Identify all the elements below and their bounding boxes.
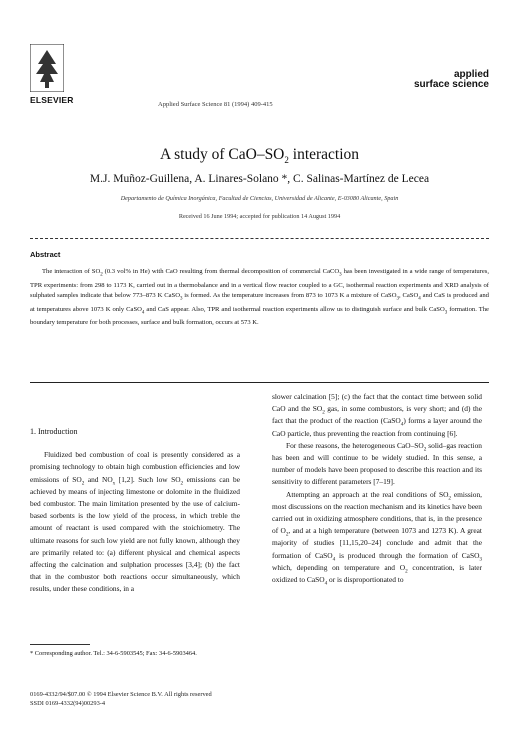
text-run: For these reasons, the heterogeneous CaO–SO bbox=[286, 440, 424, 450]
text-run: Attempting an approach at the real conditions of SO bbox=[286, 489, 449, 499]
abstract-subscript: 3 bbox=[339, 272, 342, 278]
abstract-subscript: 3 bbox=[179, 296, 183, 302]
subscript: 4 bbox=[332, 556, 336, 563]
abstract-subscript: 3 bbox=[444, 309, 448, 315]
intro-paragraph-3 bbox=[272, 489, 482, 587]
ssdi-line: SSDI 0169-4332(94)00293-4 bbox=[30, 700, 106, 707]
elsevier-tree-logo bbox=[30, 44, 64, 92]
abstract-text-part: and CaS is produced and at temperatures above 1073 K only CaSO bbox=[30, 291, 489, 313]
abstract-subscript: 3 bbox=[396, 296, 399, 302]
subscript: 2 bbox=[285, 531, 289, 538]
intro-paragraph-2 bbox=[272, 440, 482, 489]
abstract-text-part: , CaSO bbox=[398, 291, 419, 299]
subscript: 4 bbox=[324, 580, 328, 587]
journal-citation: Applied Surface Science 81 (1994) 409-415 bbox=[158, 101, 273, 108]
abstract-text-part: and CaS appear. Also, TPR and isothermal reaction experiments allow us to distinguish surface and bulk CaSO bbox=[144, 305, 445, 313]
subscript: 2 bbox=[405, 568, 408, 575]
text-run: solid–gas reaction has been and will continue to be widely studied. In this sense, a number of models have been proposed to describe this reaction and its sensitivity to different parameters [7–19]. bbox=[272, 440, 482, 487]
publisher-name: ELSEVIER bbox=[30, 95, 74, 105]
subscript: 4 bbox=[400, 421, 404, 428]
section-heading-introduction: 1. Introduction bbox=[30, 427, 78, 436]
subscript: 3 bbox=[479, 556, 483, 563]
abstract-subscript: 4 bbox=[141, 309, 145, 315]
subscript: x bbox=[112, 480, 116, 487]
abstract-subscript: 4 bbox=[418, 296, 421, 302]
abstract-heading: Abstract bbox=[30, 250, 61, 259]
abstract-text-part: has been investigated in a wide range of temperatures, TPR experiments: from 298 to 1173 K, carried out in a thermobalance and in a vertical flow reactor coupled to a GC, isothermal reaction experiments and XRD analysis of sulphated samples indicate that below 773–873 K CaSO bbox=[30, 268, 490, 299]
text-run: emissions can be achieved by means of injecting limestone or dolomite in the fluidized bed combustor. The main limitation presented by the use of calcium-based sorbents is the low yield of the process, in which treble the amount of reactant is used compared with the stoichiometry. The ultimate reasons for such low yield are not fully known, although they are primarily related to: (a) different physical and chemical aspects affecting the calcination and sulphation processes [3,4]; (b) the fact that in the combustor both reactions occur simultaneously, which results, under these conditions, in a bbox=[30, 474, 240, 594]
subscript: 2 bbox=[81, 480, 85, 487]
subscript: 2 bbox=[180, 480, 184, 487]
brand-line-2: surface science bbox=[413, 79, 489, 90]
issn-line: 0169-4332/94/$07.00 © 1994 Elsevier Science B.V. All rights reserved bbox=[30, 691, 212, 698]
title-main: A study of CaO–SO bbox=[159, 146, 285, 163]
footnote-divider bbox=[30, 644, 90, 645]
abstract-text bbox=[30, 267, 489, 328]
abstract-subscript: 2 bbox=[100, 272, 103, 278]
abstract-text-part: The interaction of SO bbox=[42, 268, 101, 275]
brand-line-1: applied bbox=[453, 69, 489, 80]
subscript: 2 bbox=[423, 446, 427, 453]
received-dates: Received 16 June 1994; accepted for publication 14 August 1994 bbox=[178, 213, 341, 220]
text-run: is produced through the formation of CaSO bbox=[335, 550, 480, 560]
text-run: and NO bbox=[84, 474, 113, 484]
title-subscript: 2 bbox=[284, 155, 289, 166]
abstract-text-part: is formed. As the temperature increases from 873 to 1073 K a mixture of CaSO bbox=[182, 291, 397, 299]
subscript: 2 bbox=[322, 409, 325, 416]
text-run: concentration, is later oxidized to CaSO bbox=[272, 562, 483, 585]
abstract-text-part: (0.3 vol% in He) with CaO resulting from thermal decomposition of commercial CaCO bbox=[102, 268, 340, 275]
abstract-divider bbox=[30, 382, 489, 383]
corresponding-author-footnote: * Corresponding author. Tel.: 34-6-5903545; Fax: 34-6-5903464. bbox=[30, 650, 197, 657]
text-run: [1,2]. Such low SO bbox=[115, 474, 181, 484]
text-run: which, depending on temperature and O bbox=[272, 562, 406, 572]
text-run: ) forms a layer around the CaO particle, thus preventing the reaction from continuing [6]. bbox=[272, 416, 482, 438]
left-column bbox=[30, 426, 240, 596]
text-run: , and at a high temperature (between 1073 and 1273 K). A great majority of studies [11,15,20–24] conclude and admit that the formation of CaSO bbox=[272, 526, 482, 560]
header-divider bbox=[30, 238, 489, 239]
right-column bbox=[272, 391, 482, 586]
article-title bbox=[0, 146, 519, 165]
intro-paragraph-continued bbox=[272, 391, 482, 440]
title-end: interaction bbox=[288, 146, 360, 163]
text-run: emission, most discussions on the reaction mechanism and its kinetics have been carried out in oxidizing atmosphere conditions, that is, in the presence of O bbox=[272, 489, 482, 536]
copyright-block bbox=[30, 690, 212, 708]
affiliation: Departamento de Química Inorgánica, Facultad de Ciencias, Universidad de Alicante, E-03080 Alicante, Spain bbox=[120, 195, 399, 202]
intro-paragraph-1 bbox=[30, 449, 240, 595]
journal-brand bbox=[414, 70, 489, 90]
subscript: 2 bbox=[448, 495, 452, 502]
abstract-text-part: formation. The boundary temperature for both processes, surface and bulk formation, occurs at 573 K. bbox=[30, 305, 489, 327]
text-run: gas, in some combustors, is very short; and (d) the fact that the product of the reaction (CaSO bbox=[272, 404, 482, 426]
text-run: or is disproportionated to bbox=[327, 575, 404, 585]
text-run: slower calcination [5]; (c) the fact that the contact time between solid CaO and the SO bbox=[272, 392, 482, 414]
text-run: Fluidized bed combustion of coal is presently considered as a promising technology to obtain high combustion efficiencies and low emissions of SO bbox=[30, 450, 240, 484]
author-list: M.J. Muñoz-Guillena, A. Linares-Solano *, C. Salinas-Martínez de Lecea bbox=[89, 173, 430, 185]
